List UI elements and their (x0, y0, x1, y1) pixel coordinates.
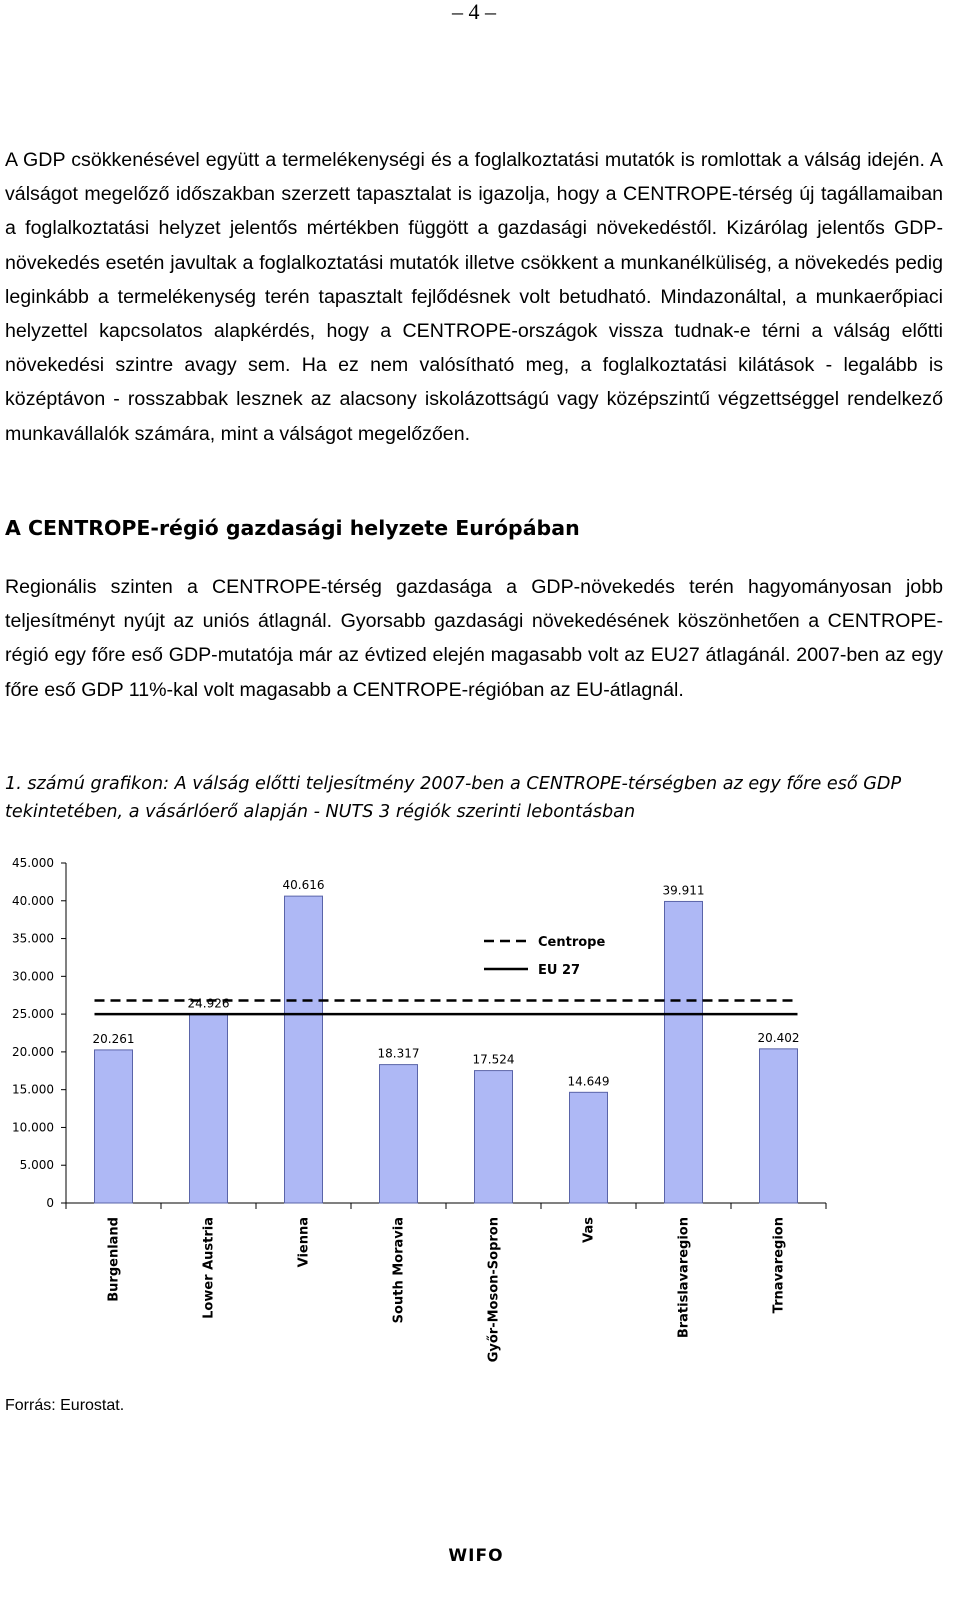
x-category-label: Lower Austria (201, 1217, 217, 1319)
bar-value-label: 40.616 (282, 878, 325, 893)
chart-svg (0, 845, 960, 1365)
wifo-logo: WIFO (448, 1546, 504, 1566)
y-tick-label: 30.000 (12, 969, 54, 984)
bar (190, 1015, 228, 1203)
bar-value-label: 17.524 (472, 1052, 515, 1067)
legend-label: EU 27 (538, 963, 581, 978)
bar-value-label: 39.911 (662, 883, 705, 898)
y-tick-label: 40.000 (12, 893, 54, 908)
bar (95, 1050, 133, 1203)
x-category-label: Burgenland (106, 1217, 122, 1302)
section-heading: A CENTROPE-régió gazdasági helyzete Európában (5, 516, 580, 540)
legend-label: Centrope (538, 935, 606, 950)
y-tick-label: 45.000 (12, 856, 54, 870)
source-note: Forrás: Eurostat. (5, 1397, 125, 1414)
y-tick-label: 5.000 (19, 1158, 54, 1173)
bar-value-label: 20.261 (92, 1031, 135, 1046)
y-tick-label: 15.000 (12, 1082, 54, 1097)
y-tick-label: 20.000 (12, 1044, 54, 1059)
y-tick-label: 35.000 (12, 931, 54, 946)
bar-value-label: 18.317 (377, 1046, 420, 1061)
page-number: – 4 – (452, 0, 496, 24)
x-category-label: Bratislavaregion (676, 1217, 692, 1339)
figure-caption: 1. számú grafikon: A válság előtti teljesítmény 2007-ben a CENTROPE-térségben az egy főre eső GDP tekintetében, a vásárlóerő alapján - NUTS 3 régiók szerinti lebontásban (5, 774, 902, 822)
y-tick-label: 10.000 (12, 1120, 54, 1135)
bar (380, 1065, 418, 1203)
y-tick-label: 0 (46, 1196, 54, 1210)
x-category-label: Győr-Moson-Sopron (486, 1217, 502, 1363)
bar-value-label: 20.402 (757, 1030, 800, 1045)
x-category-label: Vienna (296, 1217, 312, 1268)
y-tick-label: 25.000 (12, 1007, 54, 1022)
body-paragraph-2: Regionális szinten a CENTROPE-térség gazdasága a GDP-növekedés terén hagyományosan jobb teljesítményt nyújt az uniós átlagnál. Gyorsabb gazdasági növekedésének köszönhetően a CENTROPE-régió egy főre eső GDP-mutatója már az évtized elején magasabb volt az EU27 átlagánál. 2007-ben az egy főre eső GDP 11%-kal volt magasabb a CENTROPE-régióban az EU-átlagnál. (5, 576, 943, 701)
bar (570, 1092, 608, 1203)
body-paragraph-1: A GDP csökkenésével együtt a termelékenységi és a foglalkoztatási mutatók is romlottak a válság idején. A válságot megelőző időszakban szerzett tapasztalat is igazolja, hogy a CENTROPE-térség új tagállamaiban a foglalkoztatási helyzet jelentős mértékben függött a gazdasági növekedéstől. Kizárólag jelentős GDP-növekedés esetén javultak a foglalkoztatási mutatók illetve csökkent a munkanélküliség, a növekedés pedig leginkább a termelékenység terén tapasztalt fejlődésnek volt betudható. Mindazonáltal, a munkaerőpiaci helyzettel kapcsolatos alapkérdés, hogy a CENTROPE-országok vissza tudnak-e térni a válság előtti növekedési szintre avagy sem. Ha ez nem valósítható meg, a foglalkoztatási kilátások - legalább is középtávon - rosszabbak lesznek az alacsony iskolázottságú vagy középszintű végzettséggel rendelkező munkavállalók számára, mint a válságot megelőzően. (5, 149, 943, 445)
bar-value-label: 24.926 (187, 996, 230, 1011)
bar (760, 1049, 798, 1203)
bar (285, 896, 323, 1203)
bar (665, 901, 703, 1203)
x-category-label: Trnavaregion (771, 1217, 787, 1314)
x-category-label: Vas (581, 1217, 597, 1243)
gdp-bar-chart (0, 845, 960, 1365)
bar-value-label: 14.649 (567, 1074, 610, 1089)
bar (475, 1071, 513, 1203)
x-category-label: South Moravia (391, 1217, 407, 1324)
